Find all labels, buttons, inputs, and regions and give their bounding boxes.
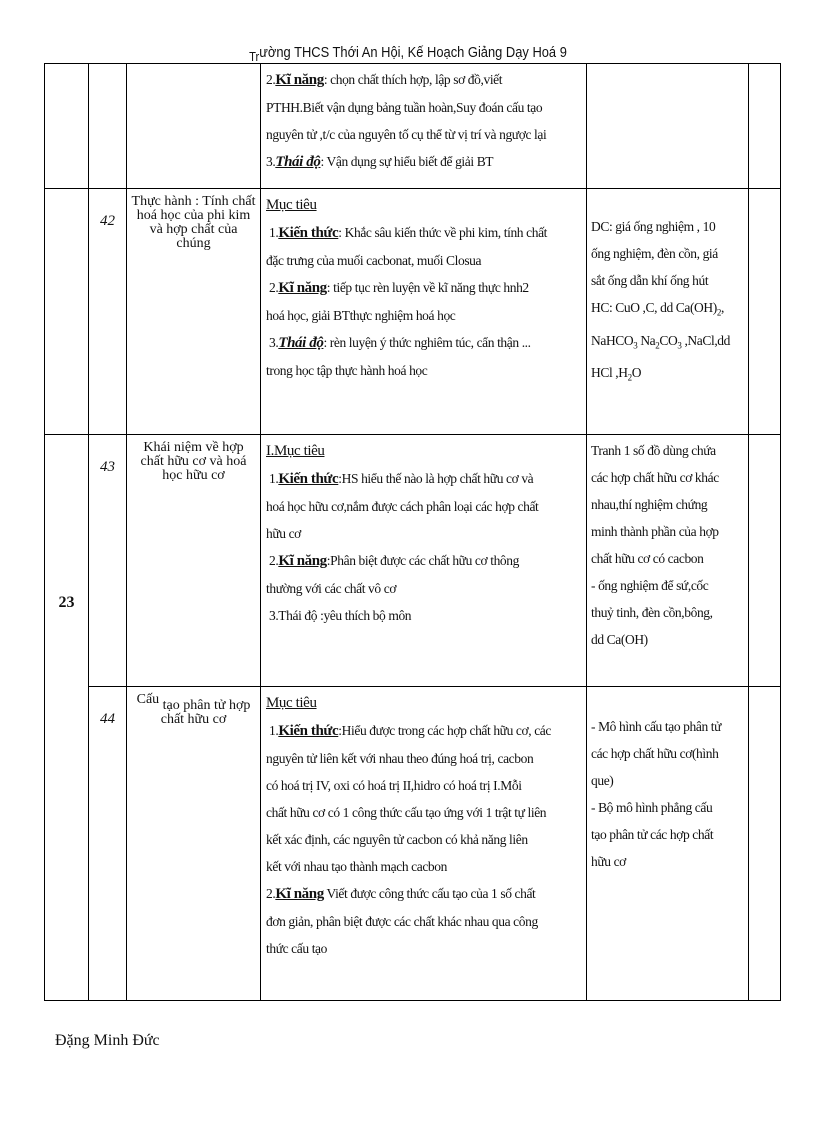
skills-label: Kĩ năng	[275, 886, 324, 902]
tools-cell: Tranh 1 số đồ dùng chứa các hợp chất hữu cơ khác nhau,thí nghiệm chứng minh thành phần của hợp chất hữu cơ có cacbon - ống nghiệm để sứ,cốc thuỷ tinh, đèn cồn,bông, dd Ca(OH)	[587, 435, 749, 687]
table-row	[45, 687, 781, 1001]
objectives-heading: I.Mục tiêu	[266, 443, 325, 459]
week-number: 23	[45, 435, 89, 1001]
objectives-cell: Mục tiêu 1.Kiến thức: Khắc sâu kiến thức về phi kim, tính chất đặc trưng của muối cacbonat, muối Closua 2.Kĩ năng: tiếp tục rèn luyện về kĩ năng thực hnh2 hoá học, giải BTthực nghiệm hoá học 3.Thái độ: rèn luyện ý thức nghiêm túc, cẩn thận ... trong học tập thực hành hoá học	[261, 189, 587, 435]
objectives-heading: Mục tiêu	[266, 197, 317, 213]
period-number: 42	[89, 189, 127, 435]
lesson-title: Cấu tạo phân tử hợp chất hữu cơ	[127, 687, 261, 1001]
table-row	[45, 435, 781, 687]
lesson-plan-table	[44, 63, 781, 1001]
note-cell	[749, 687, 781, 1001]
objectives-cell: Mục tiêu 1.Kiến thức:Hiểu được trong các hợp chất hữu cơ, các nguyên tử liên kết với nhau theo đúng hoá trị, cacbon có hoá trị IV, oxi có hoá trị II,hidro có hoá trị I.Mỗi chất hữu cơ có 1 công thức cấu tạo ứng với 1 trật tự liên kết xác định, các nguyên tử cacbon có khả năng liên kết với nhau tạo thành mạch cacbon 2.Kĩ năng Viết được công thức cấu tạo của 1 số chất đơn giản, phân biệt được các chất khác nhau qua công thức cấu tạo	[261, 687, 587, 1001]
week-cell	[45, 64, 89, 189]
period-number: 43	[89, 435, 127, 687]
author-signature: Đặng Minh Đức	[55, 1032, 160, 1049]
objectives-cell: 2.Kĩ năng: chọn chất thích hợp, lập sơ đồ,viết PTHH.Biết vận dụng bảng tuần hoàn,Suy đoán cấu tạo nguyên tử ,t/c của nguyên tố cụ thể từ vị trí và ngược lại 3.Thái độ: Vận dụng sự hiểu biết để giải BT	[261, 64, 587, 189]
attitude-label: Thái độ	[275, 154, 321, 170]
tools-cell	[587, 64, 749, 189]
note-cell	[749, 435, 781, 687]
header-text: ường THCS Thới An Hội, Kế Hoạch Giảng Dạy Hoá 9	[259, 44, 567, 61]
knowledge-label: Kiến thức	[278, 723, 339, 739]
skills-label: Kĩ năng	[275, 72, 324, 88]
table-row	[45, 189, 781, 435]
objectives-cell: I.Mục tiêu 1.Kiến thức:HS hiểu thế nào là hợp chất hữu cơ và hoá học hữu cơ,nắm được cách phân loại các hợp chất hữu cơ 2.Kĩ năng:Phân biệt được các chất hữu cơ thông thường với các chất vô cơ 3.Thái độ :yêu thích bộ môn	[261, 435, 587, 687]
lesson-cell	[127, 64, 261, 189]
period-number: 44	[89, 687, 127, 1001]
page-header	[57, 44, 759, 64]
knowledge-label: Kiến thức	[278, 225, 339, 241]
tools-cell: DC: giá ống nghiệm , 10 ống nghiệm, đèn cồn, giá sắt ống dẫn khí ống hút HC: CuO ,C, dd $Ca(OH)_2$, NaHCO$_3$ $Na_2CO_3$ ,NaCl,dd HCl $,H_2O$	[587, 189, 749, 435]
attitude-label: Thái độ	[278, 335, 324, 351]
period-cell	[89, 64, 127, 189]
note-cell	[749, 64, 781, 189]
table-row	[45, 64, 781, 189]
lesson-title: Thực hành : Tính chất hoá học của phi kim và hợp chất của chúng	[127, 189, 261, 435]
skills-label: Kĩ năng	[278, 553, 327, 569]
header-prefix: Tr	[249, 49, 260, 64]
week-cell	[45, 189, 89, 435]
lesson-title: Khái niệm về hợp chất hữu cơ và hoá học hữu cơ	[127, 435, 261, 687]
knowledge-label: Kiến thức	[278, 471, 339, 487]
note-cell	[749, 189, 781, 435]
tools-cell: - Mô hình cấu tạo phân tử các hợp chất hữu cơ(hình que) - Bộ mô hình phẳng cấu tạo phân tử các hợp chất hữu cơ	[587, 687, 749, 1001]
skills-label: Kĩ năng	[278, 280, 327, 296]
objectives-heading: Mục tiêu	[266, 695, 317, 711]
